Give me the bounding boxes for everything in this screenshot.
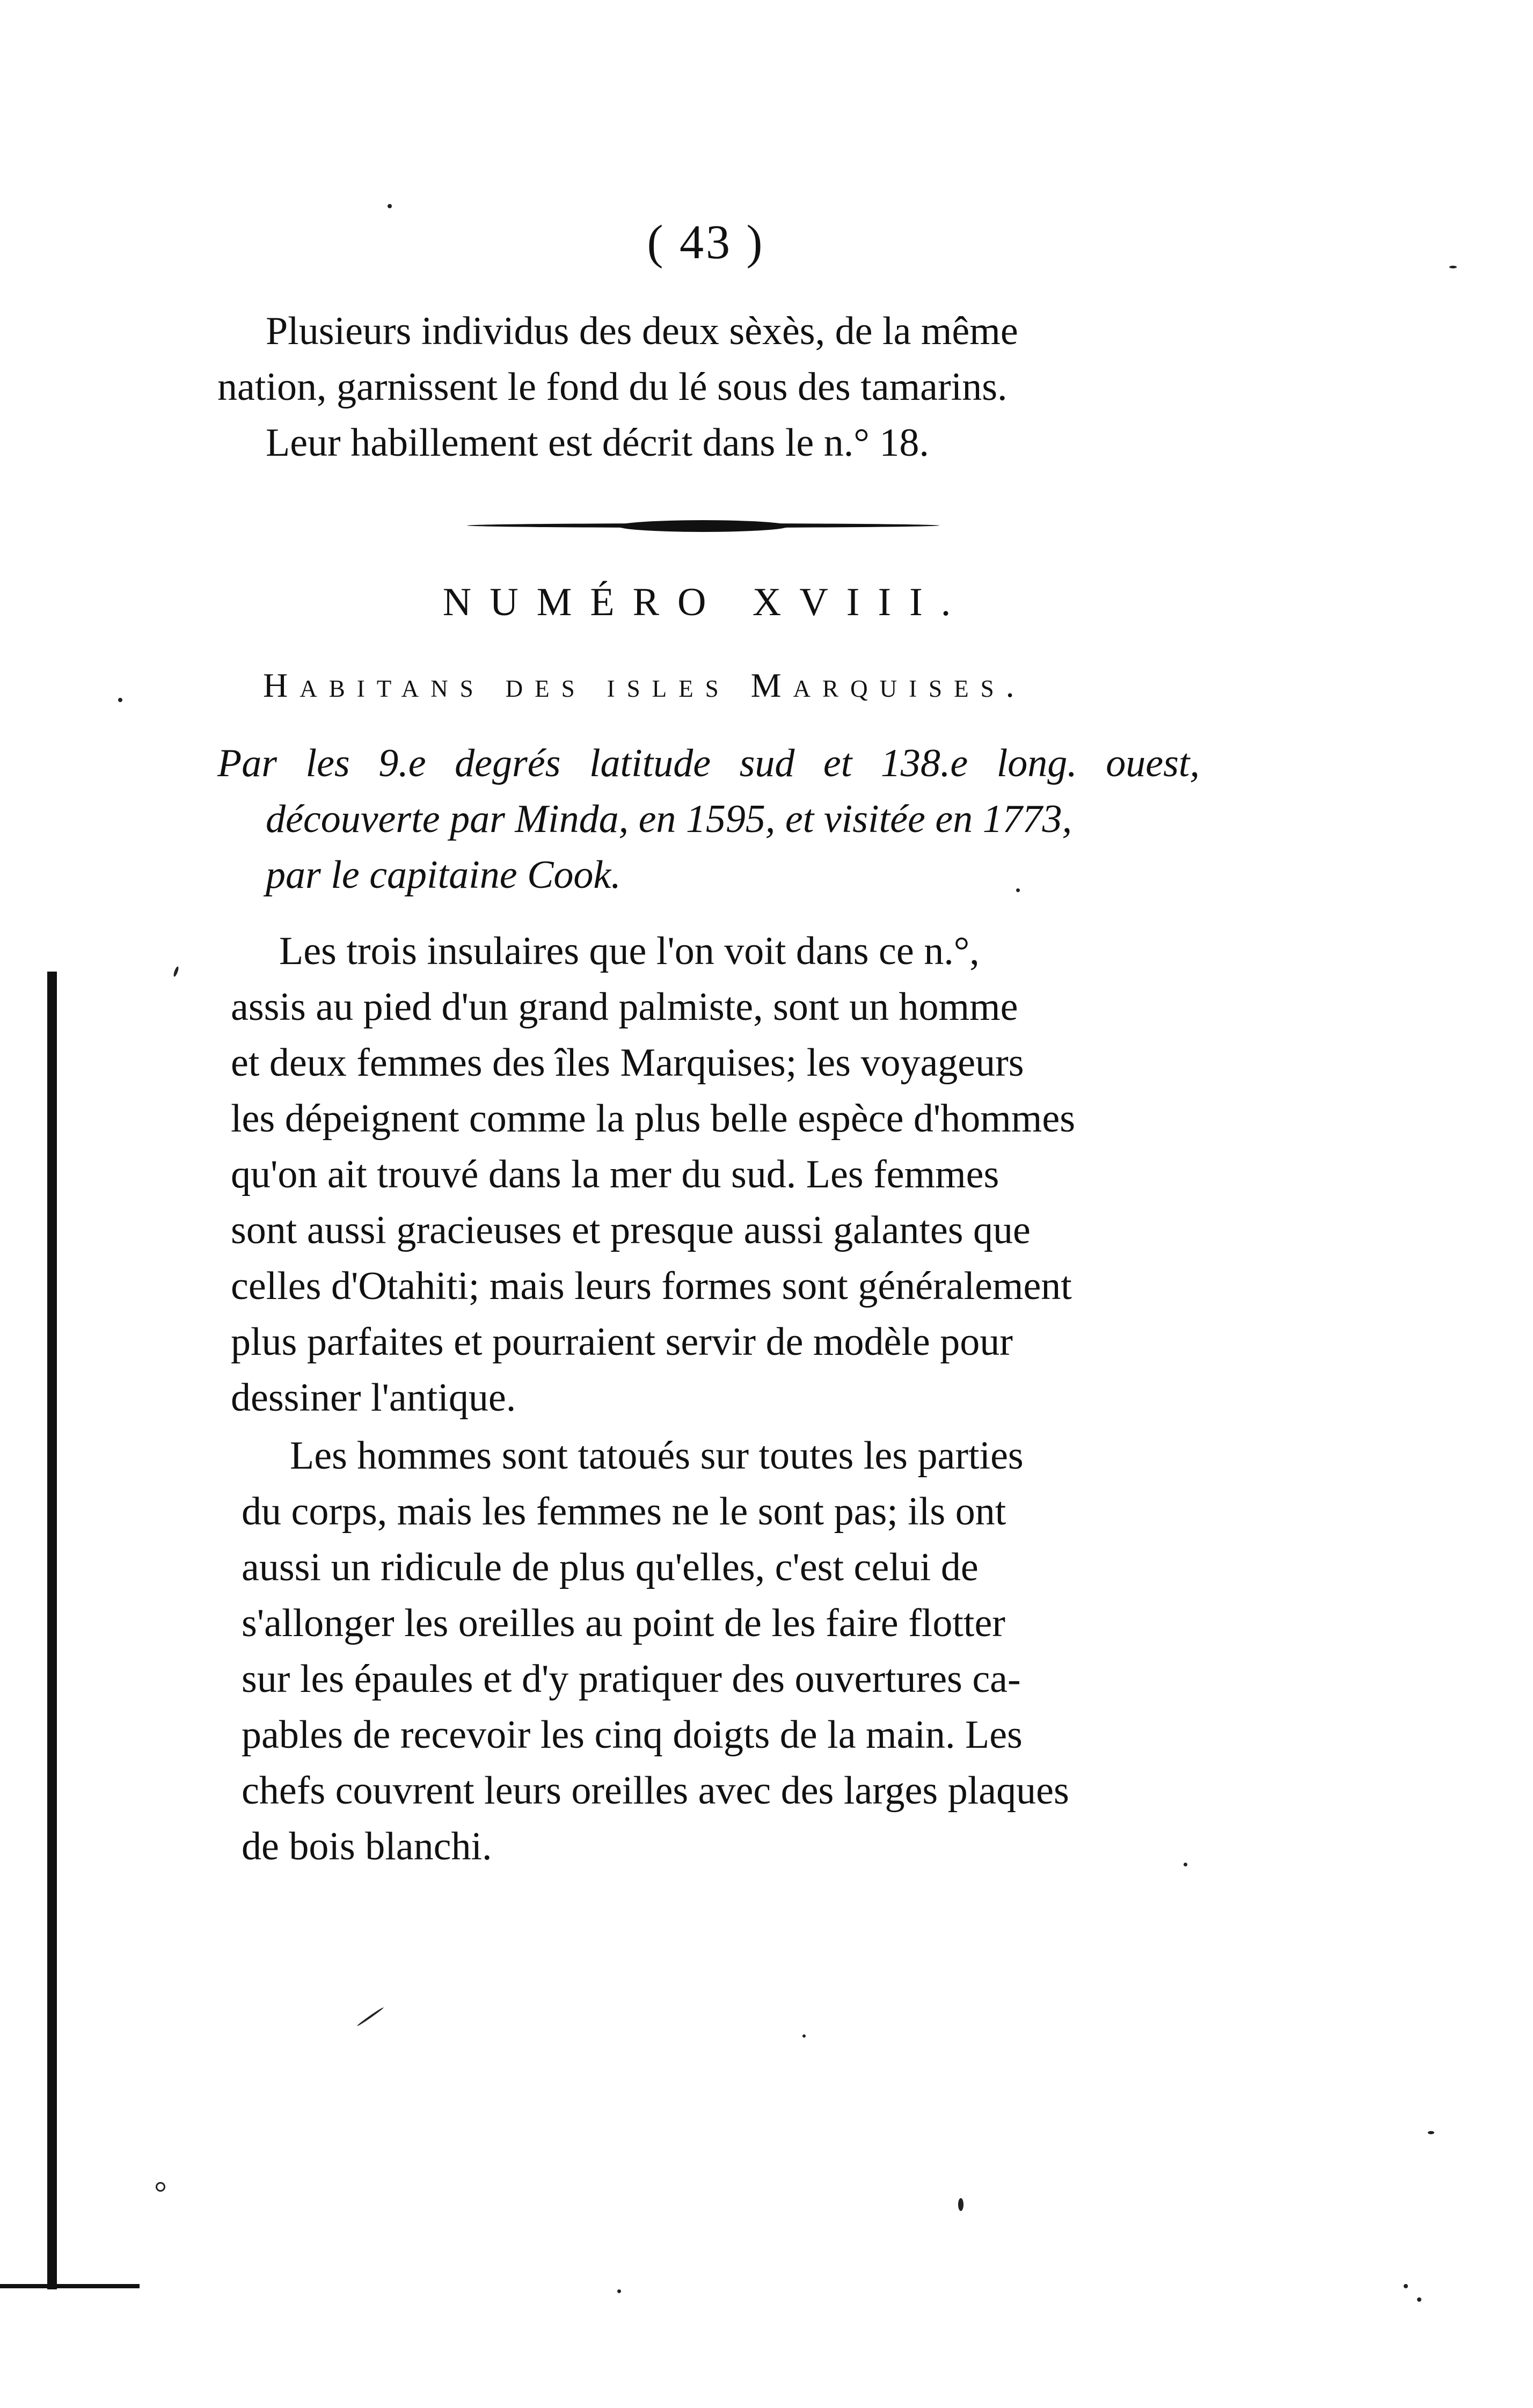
intro-line: Leur habillement est décrit dans le n.° 18. bbox=[266, 421, 929, 465]
location-line: Par les 9.e degrés latitude sud et 138.e long. ouest, bbox=[217, 741, 1200, 785]
paragraph-line: les dépeignent comme la plus belle espèce d'hommes bbox=[231, 1097, 1076, 1141]
paragraph-insulaires bbox=[231, 923, 1202, 1426]
scan-speck bbox=[118, 698, 122, 702]
paragraph-line: s'allonger les oreilles au point de les faire flotter bbox=[242, 1601, 1005, 1645]
scan-speck bbox=[1016, 888, 1020, 892]
intro-line: Plusieurs individus des deux sèxès, de la même bbox=[266, 309, 1018, 353]
paragraph-line: de bois blanchi. bbox=[242, 1825, 492, 1869]
scan-speck bbox=[1428, 2131, 1434, 2134]
intro-line: nation, garnissent le fond du lé sous des tamarins. bbox=[217, 365, 1008, 409]
rule-swell bbox=[617, 520, 789, 532]
scan-speck bbox=[1184, 1863, 1187, 1866]
section-subtitle: Habitans des isles Marquises. bbox=[263, 666, 1026, 704]
scan-speck bbox=[1449, 266, 1457, 268]
scan-speck bbox=[617, 2289, 621, 2293]
scan-speck bbox=[802, 2034, 806, 2038]
paragraph-line: du corps, mais les femmes ne le sont pas; ils ont bbox=[242, 1490, 1006, 1534]
paragraph-line: assis au pied d'un grand palmiste, sont un homme bbox=[231, 985, 1018, 1029]
paragraph-line: celles d'Otahiti; mais leurs formes sont généralement bbox=[231, 1264, 1072, 1308]
paragraph-line: dessiner l'antique. bbox=[231, 1376, 516, 1420]
paragraph-line: qu'on ait trouvé dans la mer du sud. Les femmes bbox=[231, 1152, 999, 1196]
page-number: ( 43 ) bbox=[647, 216, 765, 269]
paragraph-line: Les hommes sont tatoués sur toutes les parties bbox=[290, 1434, 1024, 1478]
scan-speck bbox=[173, 966, 179, 977]
scan-speck bbox=[1404, 2284, 1408, 2288]
paragraph-line: et deux femmes des îles Marquises; les voyageurs bbox=[231, 1041, 1024, 1085]
scan-speck bbox=[388, 204, 392, 208]
location-line: découverte par Minda, en 1595, et visitée en 1773, bbox=[266, 797, 1072, 841]
margin-bar bbox=[47, 972, 57, 2289]
margin-base bbox=[0, 2284, 140, 2288]
paragraph-line: aussi un ridicule de plus qu'elles, c'est celui de bbox=[242, 1545, 979, 1589]
paragraph-line: plus parfaites et pourraient servir de modèle pour bbox=[231, 1320, 1013, 1364]
paragraph-line: Les trois insulaires que l'on voit dans ce n.°, bbox=[279, 929, 980, 973]
paragraph-hommes bbox=[242, 1428, 1202, 1874]
intro-paragraph bbox=[217, 303, 1200, 471]
paragraph-line: chefs couvrent leurs oreilles avec des larges plaques bbox=[242, 1769, 1069, 1813]
scan-speck bbox=[356, 2006, 384, 2027]
paragraph-line: sont aussi gracieuses et presque aussi galantes que bbox=[231, 1208, 1031, 1252]
scan-speck bbox=[958, 2198, 963, 2211]
location-line: par le capitaine Cook. bbox=[266, 853, 621, 897]
paragraph-line: pables de recevoir les cinq doigts de la main. Les bbox=[242, 1713, 1023, 1757]
scan-speck bbox=[1417, 2297, 1421, 2302]
section-title: NUMÉRO XVIII. bbox=[442, 580, 969, 624]
paragraph-line: sur les épaules et d'y pratiquer des ouvertures ca- bbox=[242, 1657, 1021, 1701]
scan-speck bbox=[156, 2182, 165, 2192]
location-note bbox=[217, 735, 1200, 903]
